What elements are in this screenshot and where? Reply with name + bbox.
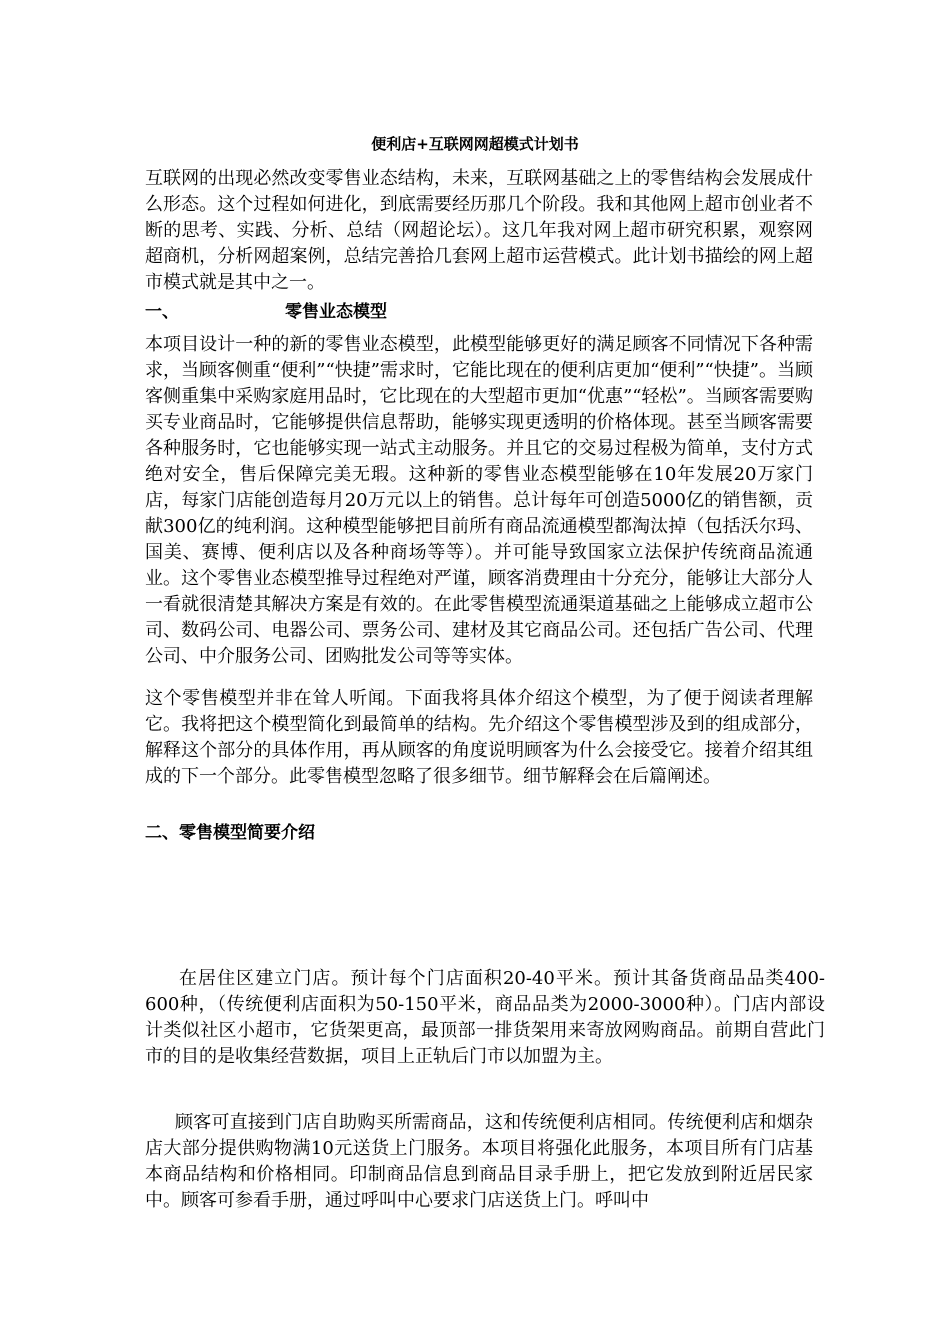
section1-paragraph-1: 本项目设计一种的新的零售业态模型，此模型能够更好的满足顾客不同情况下各种需求，当顾客侧重“便利”“快捷”需求时，它能比现在的便利店更加“便利”“快捷”。当顾客侧重集中采购家庭用品时，它比现在的大型超市更加“优惠”“轻松”。当顾客需要购买专业商品时，它能够提供信息帮助，能够实现更透明的价格体现。甚至当顾客需要各种服务时，它也能够实现一站式主动服务。并且它的交易过程极为简单，支付方式绝对安全，售后保障完美无瑕。这种新的零售业态模型能够在10年发展20万家门店，每家门店能创造每月20万元以上的销售。总计每年可创造5000亿的销售额，贡献300亿的纯利润。这种模型能够把目前所有商品流通模型都淘汰掉（包括沃尔玛、国美、赛博、便利店以及各种商场等等）。并可能导致国家立法保护传统商品流通业。这个零售业态模型推导过程绝对严谨，顾客消费理由十分充分，能够让大部分人一看就很清楚其解决方案是有效的。在此零售模型流通渠道基础之上能够成立超市公司、数码公司、电器公司、票务公司、建材及其它商品公司。还包括广告公司、代理公司、中介服务公司、团购批发公司等等实体。 [145, 334, 813, 667]
section2-paragraph-2: 顾客可直接到门店自助购买所需商品，这和传统便利店相同。传统便利店和烟杂店大部分提供购物满10元送货上门服务。本项目将强化此服务，本项目所有门店基本商品结构和价格相同。印制商品信息到商品目录手册上，把它发放到附近居民家中。顾客可参看手册，通过呼叫中心要求门店送货上门。呼叫中 [145, 1112, 813, 1211]
document-title: 便利店+互联网网超模式计划书 [371, 135, 579, 153]
intro-paragraph: 互联网的出现必然改变零售业态结构，未来，互联网基础之上的零售结构会发展成什么形态。这个过程如何进化，到底需要经历那几个阶段。我和其他网上超市创业者不断的思考、实践、分析、总结（网超论坛）。这几年我对网上超市研究积累，观察网超商机，分析网超案例，总结完善拾几套网上超市运营模式。此计划书描绘的网上超市模式就是其中之一。 [145, 168, 813, 293]
section1-paragraph-2: 这个零售模型并非在耸人听闻。下面我将具体介绍这个模型，为了便于阅读者理解它。我将把这个模型简化到最简单的结构。先介绍这个零售模型涉及到的组成部分，解释这个部分的具体作用，再从顾客的角度说明顾客为什么会接受它。接着介绍其组成的下一个部分。此零售模型忽略了很多细节。细节解释会在后篇阐述。 [145, 688, 813, 787]
section-heading-2: 二、零售模型简要介绍 [145, 823, 315, 843]
section-title: 零售业态模型 [285, 302, 387, 322]
section2-paragraph-1: 在居住区建立门店。预计每个门店面积20-40平米。预计其备货商品品类400-600种，（传统便利店面积为50-150平米，商品品类为2000-3000种）。门店内部设计类似社区小超市，它货架更高，最顶部一排货架用来寄放网购商品。前期自营此门市的目的是收集经营数据，项目上正轨后门市以加盟为主。 [145, 968, 825, 1067]
section-heading-1 [145, 300, 387, 324]
section-number: 一、 [145, 302, 179, 322]
